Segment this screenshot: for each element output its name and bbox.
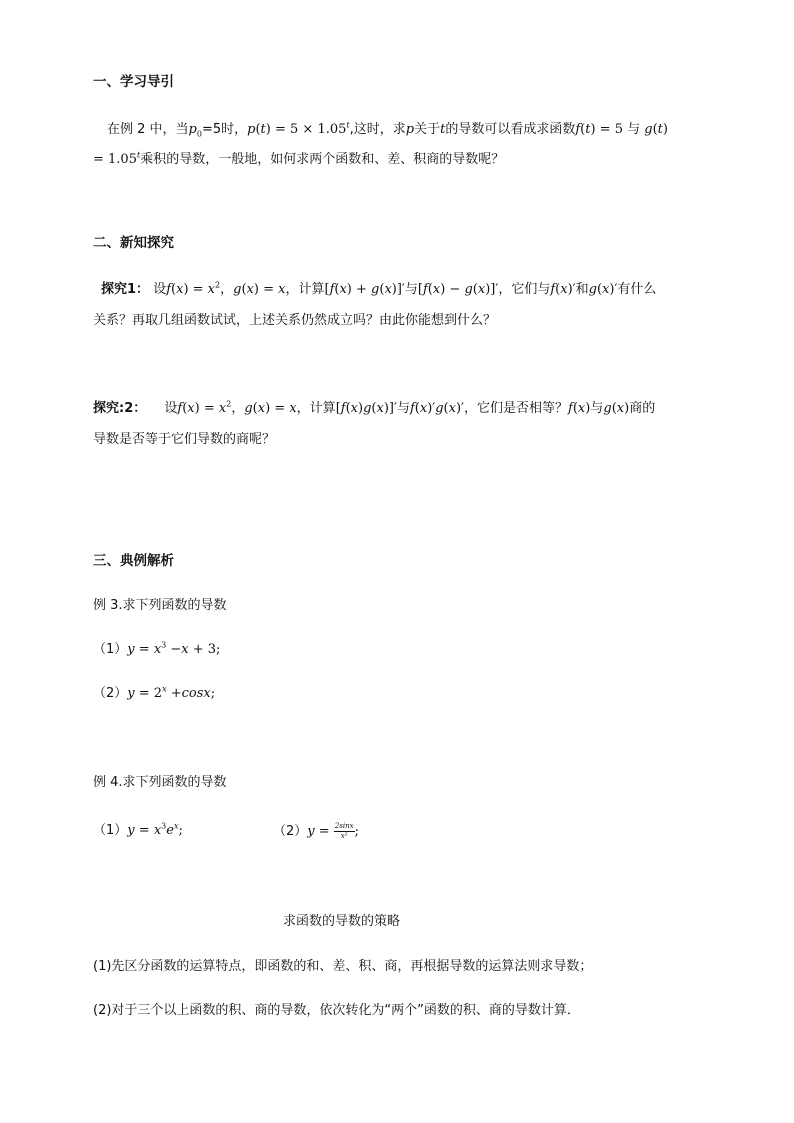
- section2-heading: 二、新知探究: [93, 235, 174, 251]
- explore1-label: 探究1：: [101, 282, 150, 297]
- fraction-2sinx-over-x2: $\frac{2\sin x}{\text{x²}}$: [334, 822, 354, 840]
- strategy-item2: (2)对于三个以上函数的积、商的导数，依次转化为“两个”函数的积、商的导数计算．: [93, 1003, 580, 1018]
- explore2-line1: 探究:2： 设$f(x) = x^2$，g(x) = x，计算[f(x)g(x)]′与f(x)′g(x)′，它们是否相等？f(x)与g(x)商的: [93, 399, 656, 416]
- strategy-title: 求函数的导数的策略: [283, 914, 401, 929]
- strategy-item1: (1)先区分函数的运算特点，即函数的和、差、积、商，再根据导数的运算法则求导数；: [93, 959, 593, 974]
- example4-item1: $(1)y = x^3e^x$;: [93, 821, 183, 838]
- section1-line1: 在例 2 中，当$p_0=5$时，$p(t) = 5 \times 1.05^t$,这时，求p关于t的导数可以看成求函数f(t) = 5 与 g(t): [107, 120, 668, 139]
- example4-title: 例 4.求下列函数的导数: [93, 775, 227, 790]
- section1-line2: = $1.05^t$乘积的导数，一般地，如何求两个函数和、差、积商的导数呢？: [93, 150, 505, 167]
- example3-item2: $(2)y = 2^x +\cos x$;: [93, 684, 216, 701]
- example4-item2: （2）y = $\frac{2\sin x}{\text{x²}}$ ;: [273, 822, 359, 840]
- example3-item1: $(1)y = x^3 -x + 3$;: [93, 640, 221, 657]
- example3-title: 例 3.求下列函数的导数: [93, 598, 227, 613]
- explore2-line2: 导数是否等于它们导数的商呢？: [93, 432, 276, 447]
- section3-heading: 三、典例解析: [93, 553, 174, 569]
- explore1-line1: 探究1： 设$f(x) = x^2$，g(x) = x，计算[f(x) + g(x)]′与[f(x) − g(x)]′，它们与f(x)′和g(x)′有什么: [101, 280, 657, 297]
- section1-heading: 一、学习导引: [93, 74, 174, 90]
- explore1-line2: 关系？再取几组函数试试，上述关系仍然成立吗？由此你能想到什么？: [93, 313, 497, 328]
- explore2-label: 探究:2：: [93, 401, 147, 416]
